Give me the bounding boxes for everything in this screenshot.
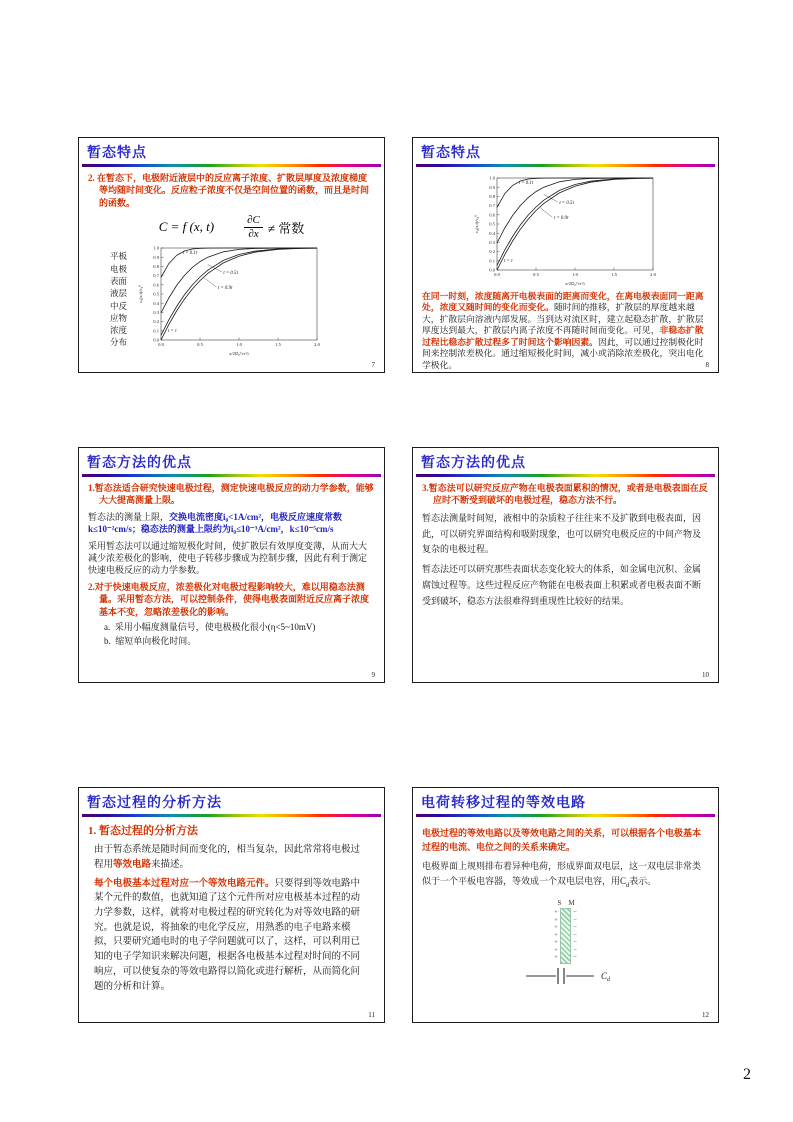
svg-text:0.2: 0.2	[153, 318, 160, 324]
svg-text:t = 0.5τ: t = 0.5τ	[558, 200, 574, 206]
minus-sign: −	[573, 924, 577, 932]
metal-label: M	[568, 898, 575, 907]
svg-text:0.3: 0.3	[488, 240, 495, 245]
concentration-formula	[88, 214, 375, 240]
equivalent-circuit-intro: 由于暂态系统是随时间而变化的，相当复杂，因此常常将电极过程用等效电路来描述。	[94, 845, 361, 870]
svg-text:t = 0.1τ: t = 0.1τ	[518, 180, 534, 186]
short-polarization-paragraph: 采用暂态法可以通过缩短极化时间，使扩散层有效厚度变薄，从而大大减少浓差极化的影响，使电子转移步骤成为控制步骤，因此有利于测定快速电极反应的动力学参数。	[88, 540, 368, 576]
minus-sign: −	[573, 954, 577, 962]
svg-text:0.0: 0.0	[153, 337, 160, 343]
svg-text:t = 0.5τ: t = 0.5τ	[223, 270, 239, 276]
concentration-profile-chart	[135, 243, 325, 357]
chart-caption: 平板 电极 表面 液层 中反 应物 浓度 分布	[110, 251, 128, 348]
svg-text:0.5: 0.5	[532, 272, 539, 277]
svg-text:0.6: 0.6	[488, 212, 495, 218]
slide-title: 暂态方法的优点	[421, 455, 526, 471]
svg-text:1.5: 1.5	[610, 272, 617, 277]
plus-sign: +	[554, 908, 558, 916]
equivalent-circuit-detail: 每个电极基本过程对应一个等效电路元件。只要得到等效电路中某个元件的数值，也就知道了这个元件所对应电极基本过程的动力学参数，这样，就将对电极过程的研究转化为对等效电路的研究。也就是说，将抽象的电化学反应，用熟悉的电子电路来模拟，只要研究通电时的电子学问题就可以了，这样，可以利用已知的电子学知识来解决问题，根据各电极基本过程对时间的不同响应，可以使复杂的等效电路得以简化或进行解析，从而简化问题的分析和计算。	[94, 878, 361, 992]
minus-sign: −	[573, 916, 577, 924]
svg-text:0.0: 0.0	[488, 267, 495, 273]
slide-page-number: 10	[702, 671, 709, 679]
svg-text:1.0: 1.0	[153, 245, 160, 251]
svg-text:Cd: $C_d$	[600, 970, 610, 983]
formula-rhs: ≠ 常数	[267, 220, 305, 236]
solution-label: S	[557, 898, 562, 907]
minus-sign: −	[573, 931, 577, 939]
slide-title: 暂态特点	[421, 145, 481, 161]
negative-charges	[571, 910, 579, 962]
minus-sign: −	[573, 908, 577, 916]
measurement-limits-paragraph: 暂态法的测量上限，交换电流密度i₀<1A/cm²，电极反应速度常数k≤10⁻²cm/s；稳态法的测量上限约为i₀≤10⁻³A/cm²，k≤10⁻⁵cm/s	[88, 511, 343, 535]
slide-title: 暂态特点	[87, 145, 147, 161]
list-item-b: b. 缩短单向极化时间。	[104, 636, 197, 647]
svg-text:t = τ: t = τ	[503, 259, 513, 265]
svg-text:0.4: 0.4	[153, 300, 160, 306]
slide-11	[78, 787, 385, 1023]
point-text: 2. 在暂态下，电极附近液层中的反应离子浓度、扩散层厚度及浓度梯度等均随时间变化。反应粒子浓度不仅是空间位置的函数，而且是时间的函数。	[88, 173, 370, 208]
svg-text:x/2D₀½τ½: x/2D₀½τ½	[564, 281, 585, 286]
advantage-point-1: 1.暂态法适合研究快速电极过程，测定快速电极反应的动力学参数，能够大大提高测量上限。	[88, 483, 374, 506]
positive-charges	[552, 910, 560, 962]
svg-text:c₀(x,t)/c₀⁰: c₀(x,t)/c₀⁰	[138, 284, 144, 303]
double-layer-diagram	[422, 899, 709, 988]
cd-subscript: d	[626, 881, 630, 889]
plus-sign: +	[554, 954, 558, 962]
svg-text:0.9: 0.9	[153, 254, 160, 260]
svg-text:c₀(x,t)/c₀⁰: c₀(x,t)/c₀⁰	[473, 214, 479, 234]
svg-text:0.0: 0.0	[493, 272, 500, 277]
concentration-profile-chart	[471, 173, 661, 287]
plus-sign: +	[554, 946, 558, 954]
partial-derivative-fraction: $\frac{\partial C}{\partial x}$	[244, 214, 263, 240]
svg-text:0.7: 0.7	[488, 203, 495, 209]
svg-text:1.0: 1.0	[571, 272, 578, 277]
double-layer-paragraph: 电极界面上规则排布着异种电荷，形成界面双电层，这一双电层非常类似于一个平板电容器，等效成一个双电层电容，用$C_d$表示。	[422, 860, 702, 889]
slide-page-number: 9	[371, 671, 375, 679]
svg-text:0.4: 0.4	[488, 230, 495, 236]
slide-7	[78, 137, 385, 373]
svg-text:0.1: 0.1	[488, 258, 495, 264]
advantage-point-3: 3.暂态法可以研究反应产物在电极表面累积的情况，或者是电极表面在反应时不断受到破坏的电极过程，稳态方法不行。	[422, 483, 708, 506]
svg-text:0.3: 0.3	[153, 309, 160, 315]
svg-text:x/2D₀½τ½: x/2D₀½τ½	[229, 350, 249, 356]
svg-text:t = 0.9τ: t = 0.9τ	[217, 285, 233, 291]
slide-page-number: 11	[368, 1011, 375, 1019]
surface-change-paragraph: 暂态法还可以研究那些表面状态变化较大的体系，如金属电沉积、金属腐蚀过程等。这些过程反应产物能在电极表面上积累或者电极表面不断受到破坏，稳态方法很难得到重现性比较好的结果。	[422, 564, 702, 606]
svg-text:0.9: 0.9	[488, 184, 495, 190]
discussion-paragraph: 在同一时刻，浓度随离开电极表面的距离而变化，在离电极表面同一距离处，浓度又随时间的变化而变化。随时间的推移，扩散层的厚度越来越大，扩散层向溶液内部发展。当到达对流区时，建立起稳态扩散，扩散层厚度达到最大，扩散层内离子浓度不再随时间而变化。可见，非稳态扩散过程比稳态扩散过程多了时间这个影响因素。因此，可以通过控制极化时间来控制浓差极化。通过缩短极化时间，减小或消除浓差极化，突出电化学极化。	[422, 291, 704, 370]
svg-text:0.5: 0.5	[488, 221, 495, 227]
svg-text:0.0: 0.0	[158, 341, 164, 347]
double-layer-bar	[560, 908, 571, 964]
slide-page-number: 12	[702, 1011, 709, 1019]
capacitance-label: C	[600, 970, 607, 981]
slide-9	[78, 447, 385, 683]
svg-text:0.7: 0.7	[153, 272, 160, 278]
svg-text:1.5: 1.5	[275, 341, 281, 347]
svg-text:0.2: 0.2	[488, 249, 495, 255]
document-page-number: 2	[743, 1066, 751, 1083]
svg-text:t = 0.9τ: t = 0.9τ	[553, 215, 569, 221]
advantage-point-2: 2.对于快速电极反应，浓差极化对电极过程影响较大，难以用稳态法测量。采用暂态方法，可以控制条件，使得电极表面附近反应离子浓度基本不变，忽略浓差极化的影响。	[88, 581, 370, 617]
slide-title: 暂态方法的优点	[87, 455, 192, 471]
capacitor-symbol	[518, 964, 614, 988]
slide-page-number: 7	[371, 361, 375, 369]
slide-page-number: 8	[705, 361, 709, 369]
plus-sign: +	[554, 924, 558, 932]
svg-text:t = 0.1τ: t = 0.1τ	[182, 250, 198, 256]
circuit-relation-point: 电极过程的等效电路以及等效电路之间的关系，可以根据各个电极基本过程的电流、电位之间的关系来确定。	[422, 828, 702, 853]
slide-title: 暂态过程的分析方法	[87, 795, 222, 811]
svg-text:2.0: 2.0	[314, 341, 320, 347]
minus-sign: −	[573, 946, 577, 954]
svg-text:t = τ: t = τ	[168, 328, 177, 334]
svg-text:2.0: 2.0	[649, 272, 656, 277]
section-heading: 1. 暂态过程的分析方法	[88, 825, 198, 837]
svg-text:0.8: 0.8	[153, 263, 160, 269]
svg-text:1.0: 1.0	[488, 175, 495, 181]
formula-lhs: C = f (x, t)	[158, 219, 215, 235]
plus-sign: +	[554, 939, 558, 947]
short-time-paragraph: 暂态法测量时间短，液相中的杂质粒子往往来不及扩散到电极表面，因此，可以研究界面结构和吸附现象，也可以研究电极反应的中间产物及复杂的电极过程。	[422, 512, 702, 555]
minus-sign: −	[573, 939, 577, 947]
svg-text:0.5: 0.5	[153, 291, 160, 297]
plus-sign: +	[554, 931, 558, 939]
svg-text:0.8: 0.8	[488, 194, 495, 199]
svg-text:0.5: 0.5	[197, 341, 203, 347]
svg-text:0.6: 0.6	[153, 281, 160, 287]
list-item-a: a. 采用小幅度测量信号，使电极极化很小(η<5~10mV)	[104, 622, 316, 633]
plus-sign: +	[554, 916, 558, 924]
slide-8	[412, 137, 719, 373]
svg-text:1.0: 1.0	[236, 341, 242, 347]
slide-12	[412, 787, 719, 1023]
slide-title: 电荷转移过程的等效电路	[421, 795, 586, 811]
svg-text:0.1: 0.1	[153, 327, 160, 333]
slide-10	[412, 447, 719, 683]
